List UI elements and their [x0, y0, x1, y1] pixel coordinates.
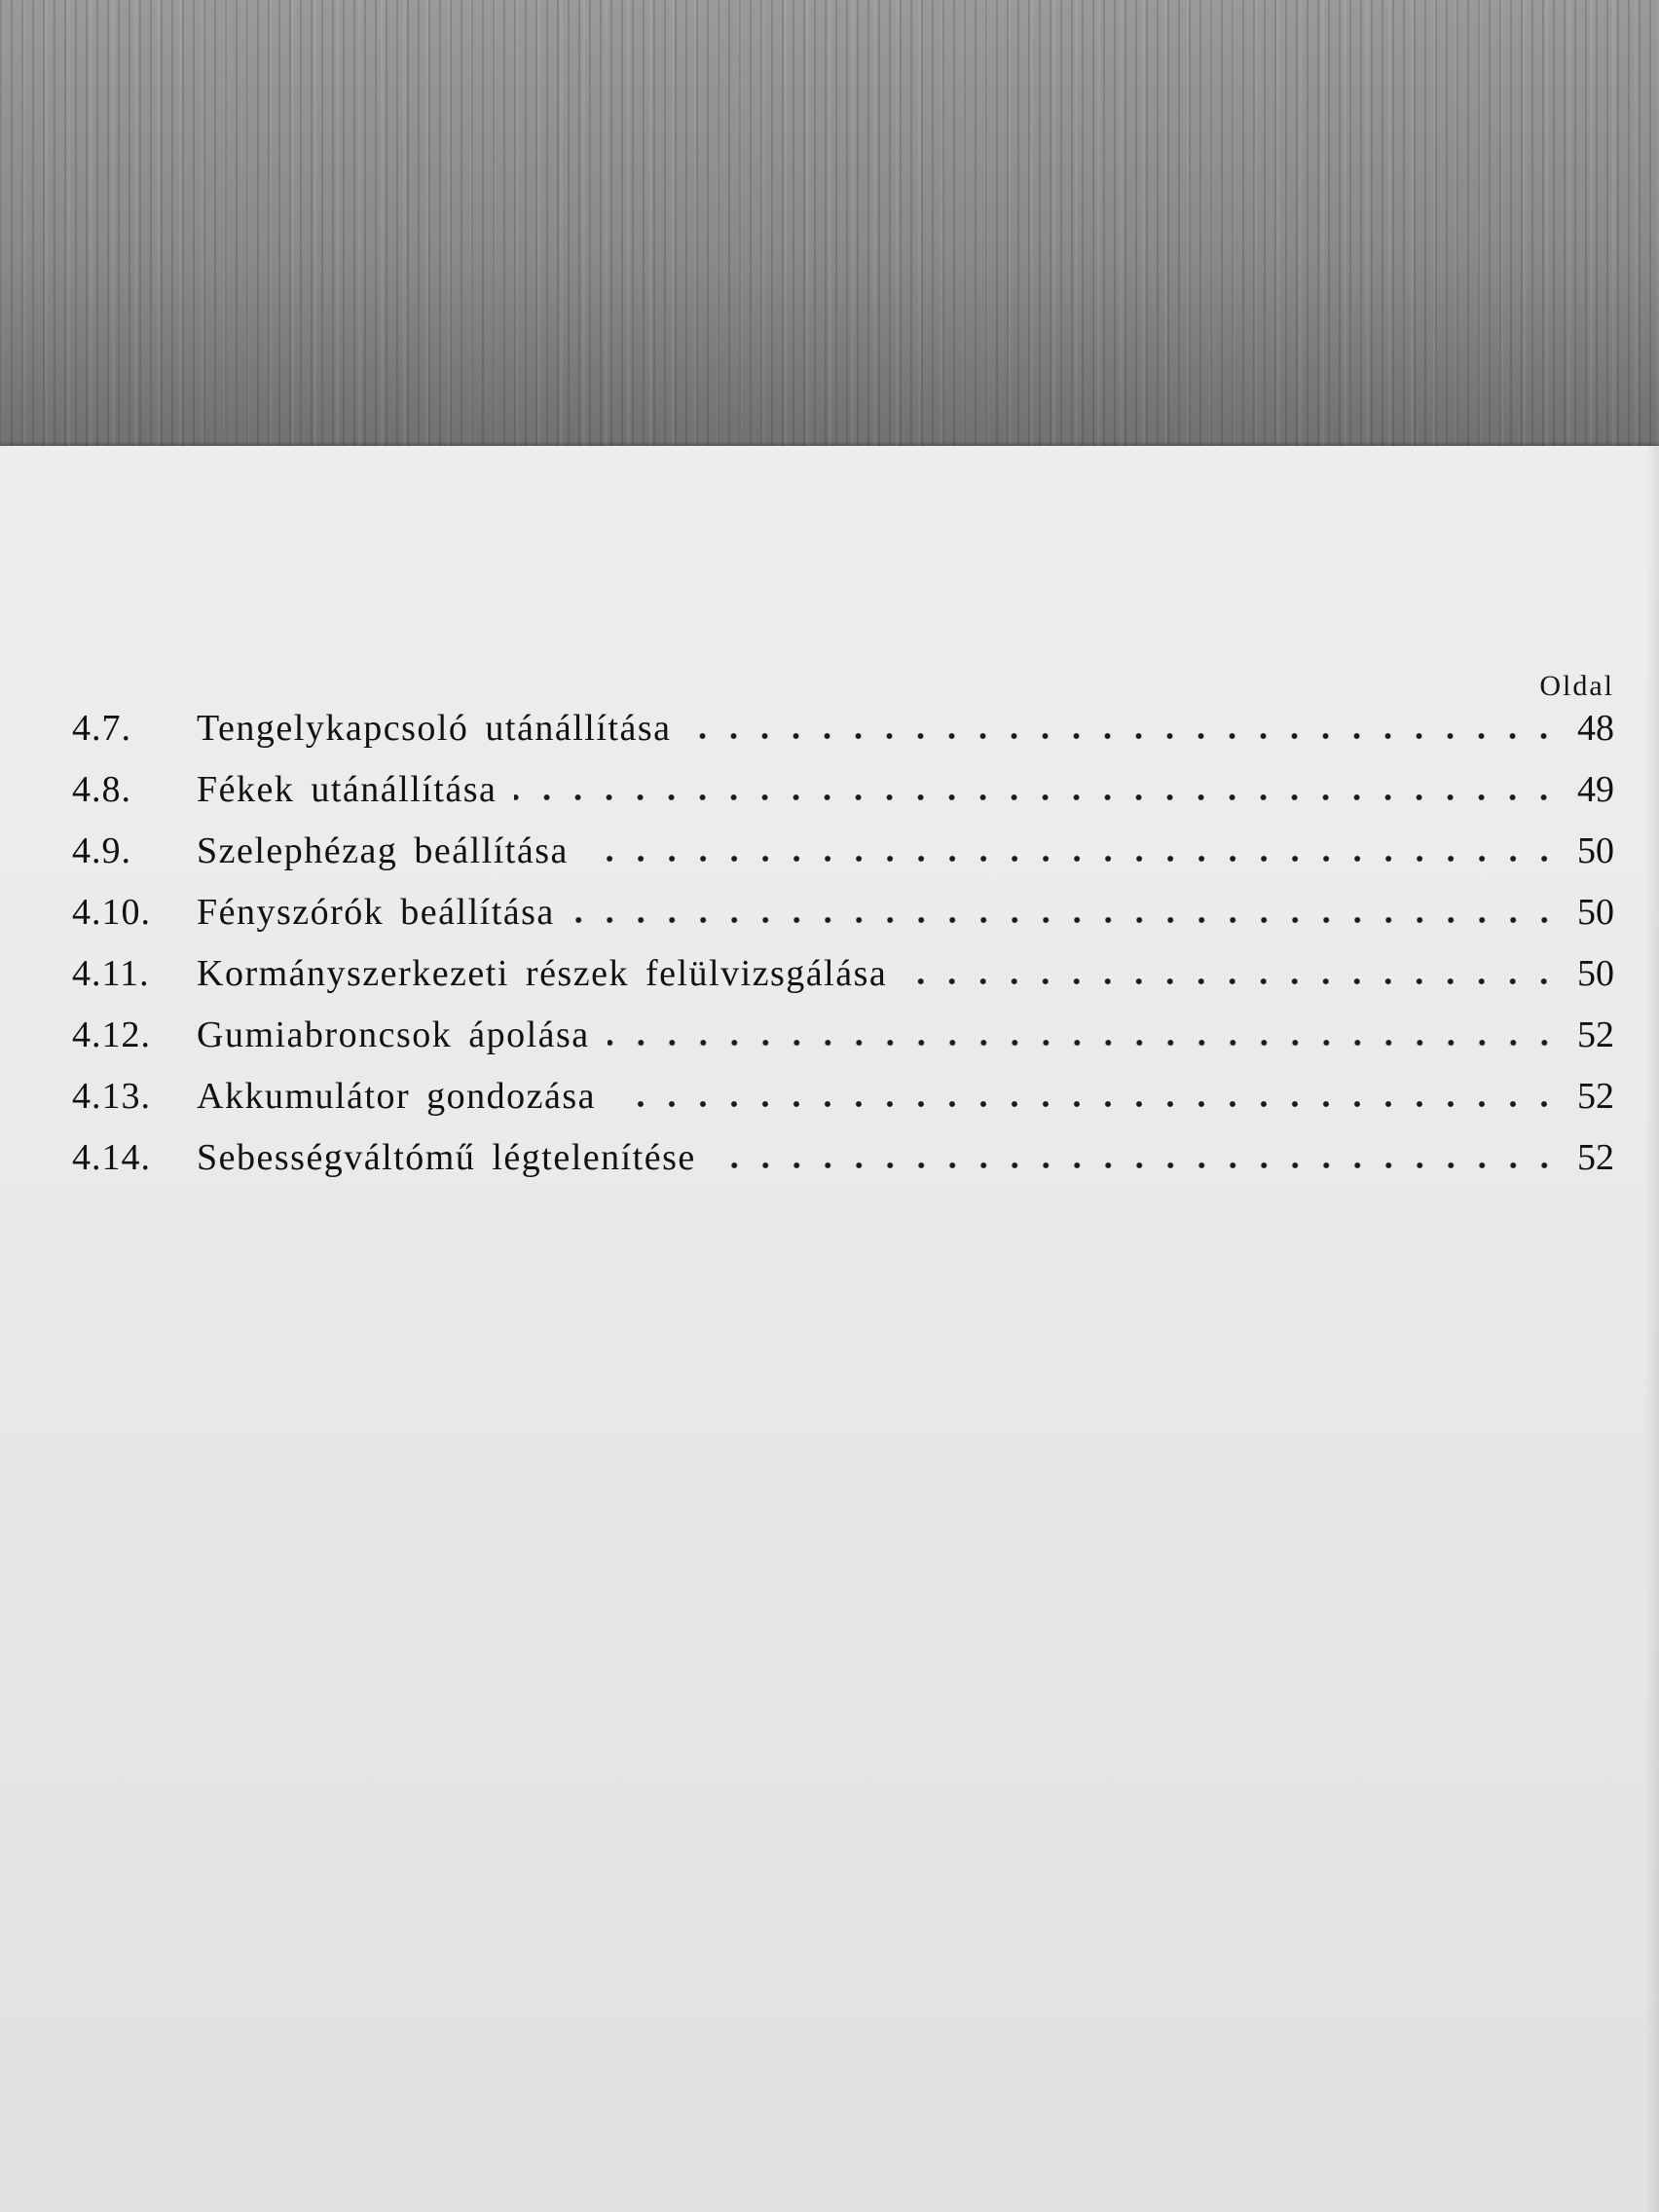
book-page [0, 446, 1659, 2212]
toc-entry [72, 1014, 1614, 1075]
page-edge-shadow [1645, 446, 1659, 2212]
toc-entry-number: 4.11. [72, 953, 150, 994]
toc-entry-title: Kormányszerkezeti részek felülvizsgálása [197, 953, 888, 994]
toc-entry-title: Gumiabroncsok ápolása [197, 1014, 590, 1055]
toc-entry-number: 4.8. [72, 769, 131, 810]
toc-entry-title: Sebességváltómű légtelenítése [197, 1137, 696, 1178]
toc-entry-number: 4.14. [72, 1137, 151, 1178]
toc-entry-title: Fékek utánállítása [197, 769, 498, 810]
dot-leader [514, 793, 1560, 801]
toc-entry-title: Szelephézag beállítása [197, 830, 569, 871]
toc-entry-title: Tengelykapcsoló utánállítása [197, 708, 672, 749]
toc-entry-page: 50 [1577, 892, 1614, 933]
toc-entry-title: Akkumulátor gondozása [197, 1076, 597, 1117]
table-of-contents [72, 707, 1614, 1198]
toc-entry-number: 4.10. [72, 892, 151, 933]
toc-entry-page: 52 [1577, 1014, 1614, 1055]
toc-entry [72, 768, 1614, 830]
toc-entry-page: 52 [1577, 1137, 1614, 1178]
toc-entry-page: 50 [1577, 830, 1614, 871]
toc-entry-page: 52 [1577, 1076, 1614, 1117]
dot-leader [904, 977, 1560, 985]
toc-entry [72, 707, 1614, 768]
page-column-header: Oldal [1539, 670, 1614, 702]
toc-entry-page: 48 [1577, 708, 1614, 749]
toc-entry [72, 952, 1614, 1014]
toc-entry-title: Fényszórók beállítása [197, 892, 555, 933]
dot-leader [613, 1100, 1560, 1108]
dot-leader [586, 855, 1560, 863]
toc-entry [72, 1075, 1614, 1136]
dot-leader [714, 1161, 1560, 1169]
toc-entry-number: 4.13. [72, 1076, 151, 1117]
toc-entry [72, 830, 1614, 891]
wood-backdrop [0, 0, 1659, 458]
toc-entry [72, 891, 1614, 952]
toc-entry [72, 1136, 1614, 1198]
dot-leader [572, 916, 1560, 924]
toc-entry-number: 4.9. [72, 830, 131, 871]
toc-entry-number: 4.12. [72, 1014, 151, 1055]
toc-entry-page: 49 [1577, 769, 1614, 810]
toc-entry-page: 50 [1577, 953, 1614, 994]
dot-leader [688, 732, 1560, 740]
dot-leader [608, 1039, 1560, 1047]
toc-entry-number: 4.7. [72, 708, 131, 749]
